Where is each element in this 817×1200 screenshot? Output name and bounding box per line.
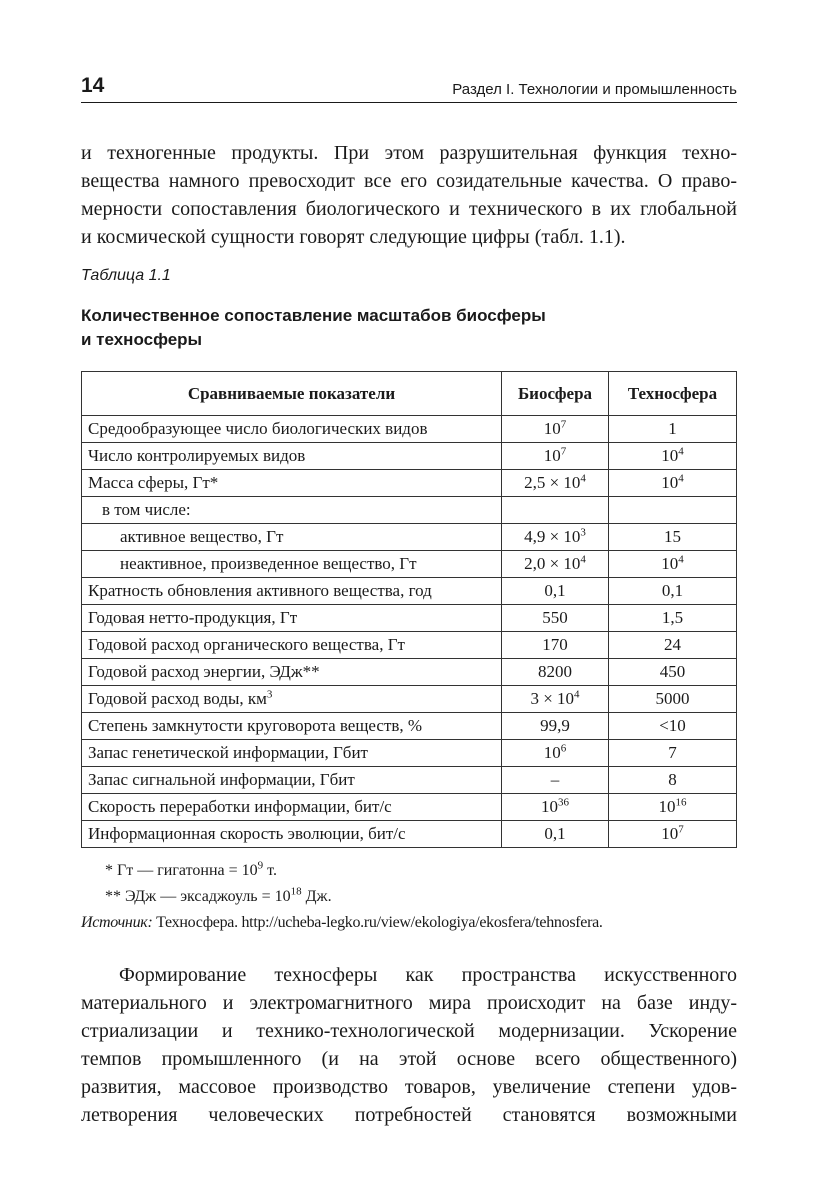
running-head: Раздел I. Технологии и промышленность — [452, 81, 737, 98]
technosphere-value — [609, 443, 737, 470]
biosphere-value — [502, 740, 609, 767]
table-label: Таблица 1.1 — [81, 267, 171, 284]
row-label — [82, 416, 502, 443]
row-label-text: активное вещество, Гт — [120, 527, 284, 546]
cell-value: 1,5 — [661, 608, 684, 627]
table-row — [82, 497, 737, 524]
row-label — [82, 740, 502, 767]
cell-exponent: 6 — [560, 742, 567, 755]
paragraph-line-text: Формирование техносферы как пространства искусственного — [119, 964, 737, 986]
table-header-row — [82, 372, 737, 416]
row-label-text: Запас генетической информации, Гбит — [88, 743, 368, 762]
row-label — [82, 713, 502, 740]
paragraph-line: и техногенные продукты. При этом разрушительная функция техно- — [81, 142, 737, 164]
biosphere-value — [502, 524, 609, 551]
cell-exponent: 4 — [580, 472, 586, 485]
cell-value: 8200 — [538, 662, 572, 681]
footnote-gigaton — [81, 858, 741, 884]
table-row — [82, 794, 737, 821]
column-header: Биосфера — [502, 372, 609, 416]
row-label-text: Информационная скорость эволюции, бит/с — [88, 824, 406, 843]
row-label-sup: 3 — [266, 688, 273, 701]
table-notes — [81, 858, 741, 936]
technosphere-value — [609, 497, 737, 524]
row-label-text: Масса сферы, Гт* — [88, 473, 219, 492]
row-label — [82, 578, 502, 605]
source-note — [81, 910, 741, 936]
paragraph-line: материального и электромагнитного мира происходит на базе инду- — [81, 992, 737, 1014]
biosphere-value — [502, 443, 609, 470]
table-row — [82, 605, 737, 632]
cell-exponent: 4 — [580, 553, 586, 566]
cell-value: 4,9 × 10 — [524, 527, 581, 546]
biosphere-value — [502, 686, 609, 713]
technosphere-value — [609, 470, 737, 497]
row-label — [82, 524, 502, 551]
cell-value: 10 — [661, 473, 679, 492]
cell-exponent: 36 — [558, 796, 569, 809]
technosphere-value — [609, 578, 737, 605]
cell-value: 10 — [658, 797, 676, 816]
cell-exponent: 16 — [675, 796, 687, 809]
cell-value: 10 — [661, 554, 679, 573]
biosphere-value — [502, 605, 609, 632]
footnote-exajoule — [81, 884, 741, 910]
footnote-sup: 18 — [290, 885, 302, 898]
table-row — [82, 443, 737, 470]
row-label — [82, 470, 502, 497]
paragraph-line — [81, 961, 737, 989]
row-label-text: Скорость переработки информации, бит/с — [88, 797, 392, 816]
source-text: Техносфера. http://ucheba-legko.ru/view/ekologiya/ekosfera/tehnosfera. — [152, 914, 603, 931]
table-row — [82, 551, 737, 578]
row-label-text: Число контролируемых видов — [88, 446, 306, 465]
cell-exponent: 4 — [678, 445, 684, 458]
cell-exponent: 4 — [678, 472, 684, 485]
technosphere-value — [609, 713, 737, 740]
table-body — [82, 416, 737, 848]
paragraph-line: и космической сущности говорят следующие цифры (табл. 1.1). — [81, 226, 626, 248]
cell-value: 24 — [664, 635, 681, 654]
technosphere-value — [609, 551, 737, 578]
cell-value: 10 — [543, 446, 561, 465]
biosphere-value — [502, 497, 609, 524]
table-row — [82, 686, 737, 713]
cell-exponent: 7 — [560, 418, 567, 431]
row-label — [82, 443, 502, 470]
table-title-line: и техносферы — [81, 330, 203, 349]
biosphere-value — [502, 821, 609, 848]
cell-value: 10 — [543, 743, 561, 762]
table-row — [82, 659, 737, 686]
row-label-text: Годовой расход органического вещества, Гт — [88, 635, 405, 654]
technosphere-value — [609, 659, 737, 686]
closing-paragraph — [81, 961, 737, 1129]
cell-value: 2,0 × 10 — [524, 554, 581, 573]
cell-value: 8 — [668, 770, 677, 789]
technosphere-value — [609, 767, 737, 794]
row-label — [82, 551, 502, 578]
table-title-line: Количественное сопоставление масштабов биосферы — [81, 306, 546, 325]
table-row — [82, 470, 737, 497]
technosphere-value — [609, 686, 737, 713]
row-label — [82, 794, 502, 821]
row-label-text: Степень замкнутости круговорота веществ, % — [88, 716, 423, 735]
biosphere-value — [502, 713, 609, 740]
row-label-text: Годовая нетто-продукция, Гт — [88, 608, 298, 627]
page-header — [81, 72, 737, 103]
table-row — [82, 767, 737, 794]
paragraph-line: темпов промышленного (и на этой основе всего общественного) — [81, 1048, 737, 1070]
source-label: Источник: — [81, 914, 153, 931]
cell-value: 170 — [542, 635, 568, 654]
comparison-table — [81, 371, 737, 848]
cell-value: 0,1 — [544, 824, 566, 843]
biosphere-value — [502, 578, 609, 605]
cell-value: 15 — [664, 527, 681, 546]
row-label — [82, 767, 502, 794]
footnote-text: Дж. — [301, 888, 332, 905]
column-header: Сравниваемые показатели — [82, 372, 502, 416]
technosphere-value — [609, 821, 737, 848]
cell-exponent: 3 — [580, 526, 586, 539]
technosphere-value — [609, 794, 737, 821]
cell-exponent: 7 — [560, 445, 567, 458]
footnote-text: ** ЭДж — эксаджоуль = 10 — [105, 888, 291, 905]
table-row — [82, 740, 737, 767]
cell-value: 550 — [542, 608, 568, 627]
cell-value: 99,9 — [540, 716, 570, 735]
cell-value: 10 — [661, 824, 679, 843]
footnote-text: т. — [263, 862, 277, 879]
paragraph-line: летворения человеческих потребностей становятся возможными — [81, 1104, 737, 1126]
intro-paragraph — [81, 139, 737, 251]
paragraph-line: стриализации и технико-технологической модернизации. Ускорение — [81, 1020, 737, 1042]
footnote-text: * Гт — гигатонна = 10 — [105, 862, 258, 879]
cell-value: 10 — [661, 446, 679, 465]
technosphere-value — [609, 740, 737, 767]
paragraph-line: развития, массовое производство товаров, увеличение степени удов- — [81, 1076, 737, 1098]
row-label — [82, 821, 502, 848]
cell-value: 2,5 × 10 — [524, 473, 581, 492]
cell-value: 7 — [668, 743, 677, 762]
technosphere-value — [609, 632, 737, 659]
biosphere-value — [502, 659, 609, 686]
paragraph-line: мерности сопоставления биологического и технического в их глобальной — [81, 198, 737, 220]
cell-value: 3 × 10 — [530, 689, 575, 708]
row-label-text: Средообразующее число биологических видов — [88, 419, 428, 438]
technosphere-value — [609, 524, 737, 551]
cell-value: 10 — [543, 419, 561, 438]
row-label-text: неактивное, произведенное вещество, Гт — [120, 554, 417, 573]
row-label-text: в том числе: — [102, 500, 191, 519]
row-label-text: Годовой расход энергии, ЭДж** — [88, 662, 320, 681]
row-label — [82, 632, 502, 659]
row-label-text: Кратность обновления активного вещества, год — [88, 581, 432, 600]
cell-value: 1 — [668, 419, 677, 438]
row-label — [82, 605, 502, 632]
biosphere-value — [502, 794, 609, 821]
table-row — [82, 632, 737, 659]
table-title — [81, 304, 546, 352]
table-row — [82, 578, 737, 605]
column-header: Техносфера — [609, 372, 737, 416]
technosphere-value — [609, 605, 737, 632]
cell-value: 0,1 — [544, 581, 566, 600]
table-row — [82, 416, 737, 443]
cell-value: – — [550, 770, 560, 789]
row-label — [82, 497, 502, 524]
biosphere-value — [502, 416, 609, 443]
footnote-sup: 9 — [257, 859, 264, 872]
row-label-text: Годовой расход воды, км — [88, 689, 267, 708]
biosphere-value — [502, 551, 609, 578]
cell-value: <10 — [659, 716, 686, 735]
row-label — [82, 659, 502, 686]
table-row — [82, 524, 737, 551]
page-number: 14 — [81, 74, 105, 97]
cell-value: 5000 — [655, 689, 690, 708]
row-label — [82, 686, 502, 713]
technosphere-value — [609, 416, 737, 443]
cell-exponent: 7 — [678, 823, 684, 836]
cell-value: 0,1 — [661, 581, 684, 600]
biosphere-value — [502, 632, 609, 659]
paragraph-line: вещества намного превосходит все его созидательные качества. О право- — [81, 170, 737, 192]
cell-exponent: 4 — [574, 688, 580, 701]
table-row — [82, 713, 737, 740]
cell-exponent: 4 — [678, 553, 684, 566]
row-label-text: Запас сигнальной информации, Гбит — [88, 770, 355, 789]
cell-value: 450 — [659, 662, 686, 681]
cell-value: 10 — [541, 797, 558, 816]
biosphere-value — [502, 767, 609, 794]
table-row — [82, 821, 737, 848]
biosphere-value — [502, 470, 609, 497]
